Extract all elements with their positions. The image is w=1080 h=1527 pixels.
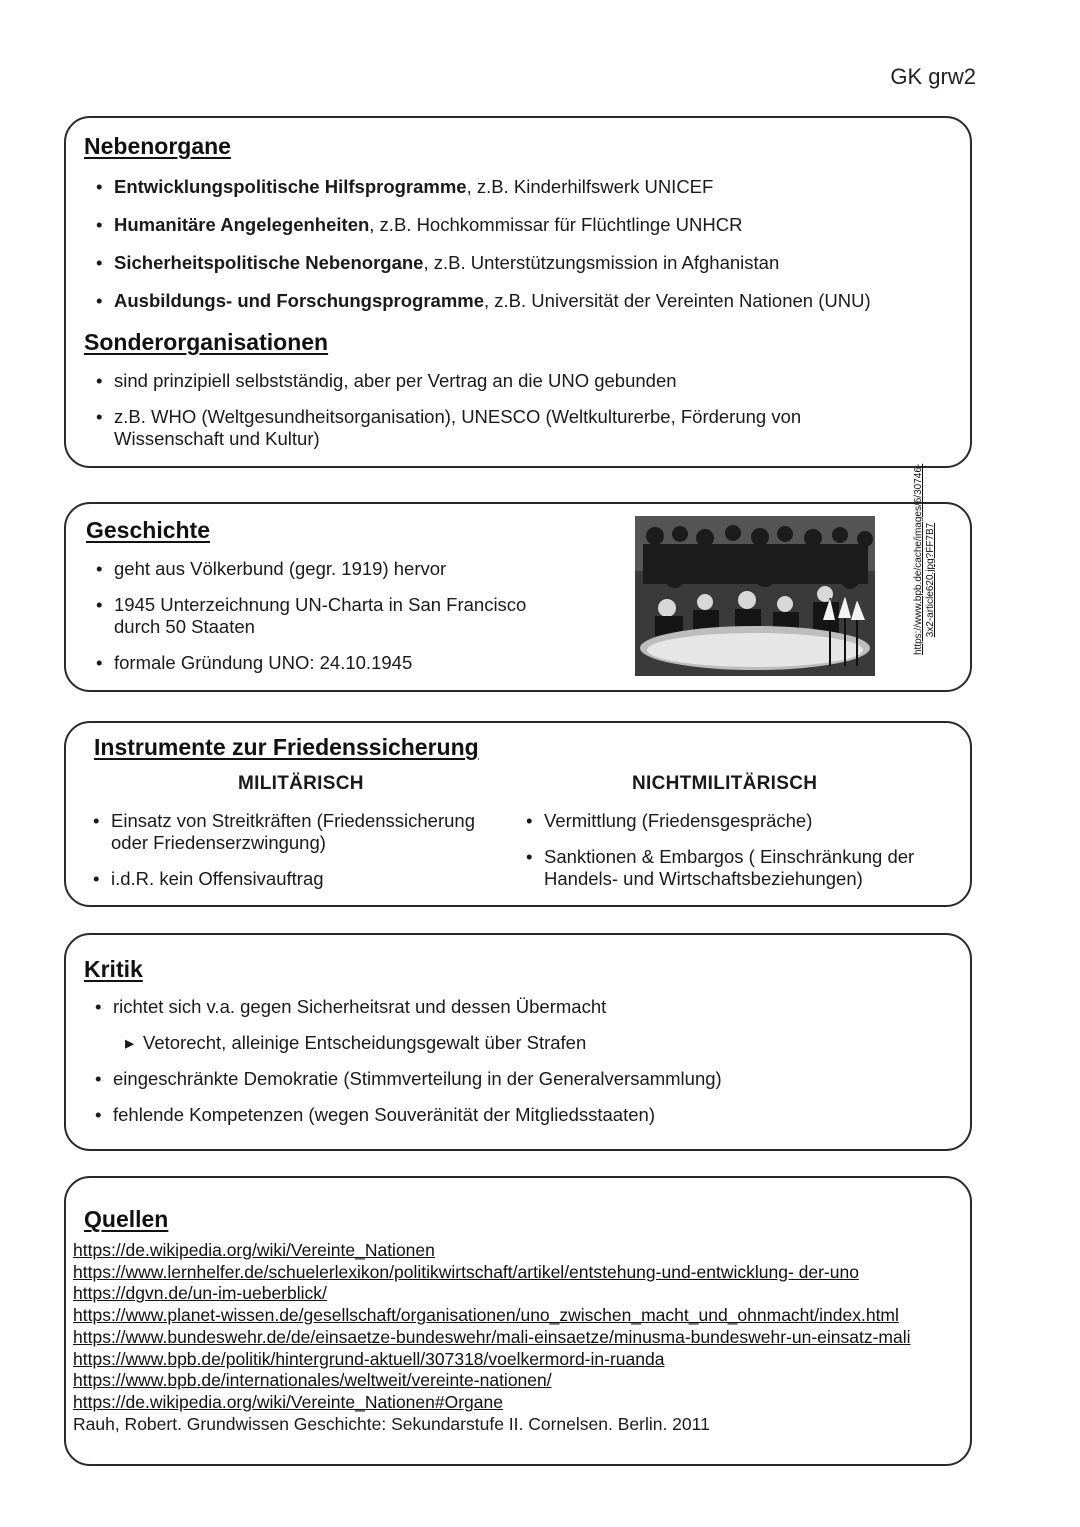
list-item: • Vermittlung (Friedensgespräche) bbox=[526, 810, 946, 832]
column-title-military: MILITÄRISCH bbox=[238, 773, 364, 794]
source-link-item bbox=[73, 1262, 911, 1284]
list-item: • i.d.R. kein Offensivauftrag bbox=[93, 868, 513, 890]
charter-signing-photo bbox=[635, 516, 875, 676]
list-subitem: ▸ Vetorecht, alleinige Entscheidungsgewalt über Strafen bbox=[125, 1032, 915, 1054]
source-link[interactable]: https://www.lernhelfer.de/schuelerlexikon/politikwirtschaft/artikel/entstehung-und-entwicklung- der-uno bbox=[73, 1261, 859, 1282]
heading-sonderorganisationen: Sonderorganisationen bbox=[84, 329, 329, 355]
list-item: • sind prinzipiell selbstständig, aber per Vertrag an die UNO gebunden bbox=[96, 370, 866, 392]
source-link[interactable]: https://de.wikipedia.org/wiki/Vereinte_Nationen bbox=[73, 1240, 435, 1260]
list-item: • fehlende Kompetenzen (wegen Souveränität der Mitgliedsstaaten) bbox=[95, 1104, 915, 1126]
source-link[interactable]: https://de.wikipedia.org/wiki/Vereinte_Nationen#Organe bbox=[73, 1391, 503, 1412]
list-item: • Sicherheitspolitische Nebenorgane, z.B. Unterstützungsmission in Afghanistan bbox=[96, 252, 871, 274]
nebenorgane-list bbox=[96, 176, 871, 312]
source-link-item bbox=[73, 1283, 911, 1305]
list-item: • Entwicklungspolitische Hilfsprogramme, z.B. Kinderhilfswerk UNICEF bbox=[96, 176, 871, 198]
list-item: • 1945 Unterzeichnung UN-Charta in San Francisco durch 50 Staaten bbox=[96, 594, 576, 638]
military-list bbox=[93, 810, 513, 890]
source-link[interactable]: https://www.bpb.de/internationales/weltweit/vereinte-nationen/ bbox=[73, 1370, 552, 1391]
source-link-item bbox=[73, 1349, 911, 1371]
source-link-item bbox=[73, 1240, 911, 1262]
list-item: • Humanitäre Angelegenheiten, z.B. Hochkommissar für Flüchtlinge UNHCR bbox=[96, 214, 871, 236]
list-item: • richtet sich v.a. gegen Sicherheitsrat und dessen Übermacht bbox=[95, 996, 915, 1018]
list-item: • z.B. WHO (Weltgesundheitsorganisation), UNESCO (Weltkulturerbe, Förderung von Wissenschaft und Kultur) bbox=[96, 406, 866, 450]
list-item: • formale Gründung UNO: 24.10.1945 bbox=[96, 652, 576, 674]
source-link[interactable]: https://www.planet-wissen.de/gesellschaft/organisationen/uno_zwischen_macht_und_ohnmacht/index.html bbox=[73, 1305, 899, 1326]
sonderorganisationen-list bbox=[96, 370, 866, 450]
sources-list bbox=[73, 1240, 911, 1435]
kritik-list bbox=[95, 996, 915, 1126]
source-link[interactable]: https://dgvn.de/un-im-ueberblick/ bbox=[73, 1283, 327, 1304]
nonmilitary-list bbox=[526, 810, 946, 890]
geschichte-list bbox=[96, 558, 576, 674]
list-item: • geht aus Völkerbund (gegr. 1919) hervor bbox=[96, 558, 576, 580]
source-link-item bbox=[73, 1327, 911, 1349]
list-item: • Einsatz von Streitkräften (Friedenssicherung oder Friedenserzwingung) bbox=[93, 810, 513, 854]
document-tag: GK grw2 bbox=[890, 64, 976, 89]
source-book: Rauh, Robert. Grundwissen Geschichte: Sekundarstufe II. Cornelsen. Berlin. 2011 bbox=[73, 1413, 710, 1434]
list-item: • Ausbildungs- und Forschungsprogramme, z.B. Universität der Vereinten Nationen (UNU) bbox=[96, 290, 871, 312]
heading-geschichte: Geschichte bbox=[86, 517, 210, 543]
source-link-item bbox=[73, 1392, 911, 1414]
heading-instrumente: Instrumente zur Friedenssicherung bbox=[94, 734, 479, 760]
heading-kritik: Kritik bbox=[84, 956, 143, 982]
source-link[interactable]: https://www.bpb.de/politik/hintergrund-aktuell/307318/voelkermord-in-ruanda bbox=[73, 1348, 665, 1369]
source-link-item bbox=[73, 1370, 911, 1392]
column-title-nonmilitary: NICHTMILITÄRISCH bbox=[632, 773, 818, 794]
source-link-item bbox=[73, 1305, 911, 1327]
heading-quellen: Quellen bbox=[84, 1206, 169, 1232]
list-item: • Sanktionen & Embargos ( Einschränkung der Handels- und Wirtschaftsbeziehungen) bbox=[526, 846, 946, 890]
heading-nebenorgane: Nebenorgane bbox=[84, 133, 231, 159]
source-link[interactable]: https://www.bundeswehr.de/de/einsaetze-bundeswehr/mali-einsaetze/minusma-bundeswehr-un-einsatz-mali bbox=[73, 1326, 911, 1347]
list-item: • eingeschränkte Demokratie (Stimmverteilung in der Generalversammlung) bbox=[95, 1068, 915, 1090]
photo-source-url[interactable]: https://www.bpb.de/cache/images/6/30746-3x2-article620.jpg?FF7B7 bbox=[913, 463, 936, 655]
